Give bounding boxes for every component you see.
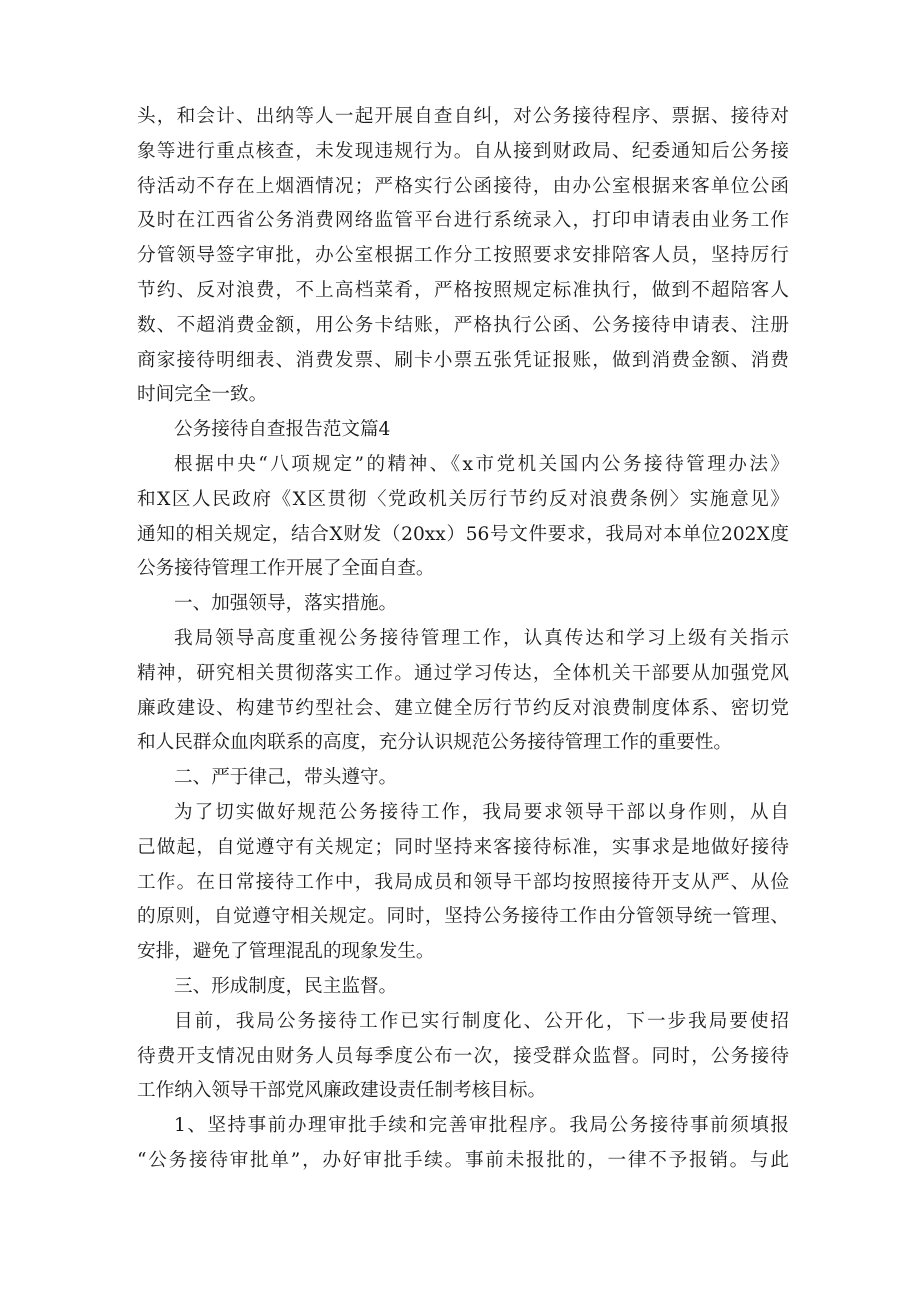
text-line: 待费开支情况由财务人员每季度公布一次，接受群众监督。同时，公务接待 — [137, 1045, 789, 1067]
text-line: 象等进行重点核查，未发现违规行为。自从接到财政局、纪委通知后公务接 — [137, 140, 789, 162]
subheading: 三、形成制度，民主监督。 — [174, 975, 398, 997]
text-line: 工作。在日常接待工作中，我局成员和领导干部均按照接待开支从严、从俭 — [137, 871, 789, 893]
text-line: 通知的相关规定，结合X财发（20xx）56号文件要求，我局对本单位202X度 — [137, 523, 789, 545]
text-line: 我局领导高度重视公务接待管理工作，认真传达和学习上级有关指示 — [174, 627, 789, 649]
text-line: 待活动不存在上烟酒情况；严格实行公函接待，由办公室根据来客单位公函 — [137, 175, 789, 197]
text-line: 分管领导签字审批，办公室根据工作分工按照要求安排陪客人员，坚持厉行 — [137, 245, 789, 267]
text-line: 己做起，自觉遵守有关规定；同时坚持来客接待标准，实事求是地做好接待 — [137, 836, 789, 858]
text-line: 和人民群众血肉联系的高度，充分认识规范公务接待管理工作的重要性。 — [137, 732, 733, 754]
text-line: 和X区人民政府《X区贯彻〈党政机关厉行节约反对浪费条例〉实施意见》 — [137, 488, 789, 510]
text-line: 根据中央“八项规定”的精神、《x市党机关国内公务接待管理办法》 — [174, 453, 789, 475]
text-line: 1、坚持事前办理审批手续和完善审批程序。我局公务接待事前须填报 — [174, 1115, 789, 1137]
text-line: 工作纳入领导干部党风廉政建设责任制考核目标。 — [137, 1080, 547, 1102]
text-line: 节约、反对浪费，不上高档菜肴，严格按照规定标准执行，做到不超陪客人 — [137, 279, 789, 301]
text-line: 数、不超消费金额，用公务卡结账，严格执行公函、公务接待申请表、注册 — [137, 314, 789, 336]
text-line: “公务接待审批单”，办好审批手续。事前未报批的，一律不予报销。与此 — [137, 1149, 789, 1171]
text-line: 安排，避免了管理混乱的现象发生。 — [137, 941, 435, 963]
text-line: 精神，研究相关贯彻落实工作。通过学习传达，全体机关干部要从加强党风 — [137, 662, 789, 684]
section-title: 公务接待自查报告范文篇4 — [174, 419, 391, 441]
document-page — [137, 100, 789, 1179]
text-line: 头，和会计、出纳等人一起开展自查自纠，对公务接待程序、票据、接待对 — [137, 106, 789, 127]
text-line: 及时在江西省公务消费网络监管平台进行系统录入，打印申请表由业务工作 — [137, 210, 789, 232]
text-line: 目前，我局公务接待工作已实行制度化、公开化，下一步我局要使招 — [174, 1010, 789, 1032]
text-line: 公务接待管理工作开展了全面自查。 — [137, 558, 435, 580]
subheading: 二、严于律己，带头遵守。 — [174, 767, 398, 789]
text-line: 商家接待明细表、消费发票、刷卡小票五张凭证报账，做到消费金额、消费 — [137, 349, 789, 371]
text-line: 为了切实做好规范公务接待工作，我局要求领导干部以身作则，从自 — [174, 801, 789, 823]
subheading: 一、加强领导，落实措施。 — [174, 593, 398, 615]
text-line: 的原则，自觉遵守相关规定。同时，坚持公务接待工作由分管领导统一管理、 — [137, 906, 789, 928]
text-line: 时间完全一致。 — [137, 384, 268, 406]
text-line: 廉政建设、构建节约型社会、建立健全厉行节约反对浪费制度体系、密切党 — [137, 697, 789, 719]
